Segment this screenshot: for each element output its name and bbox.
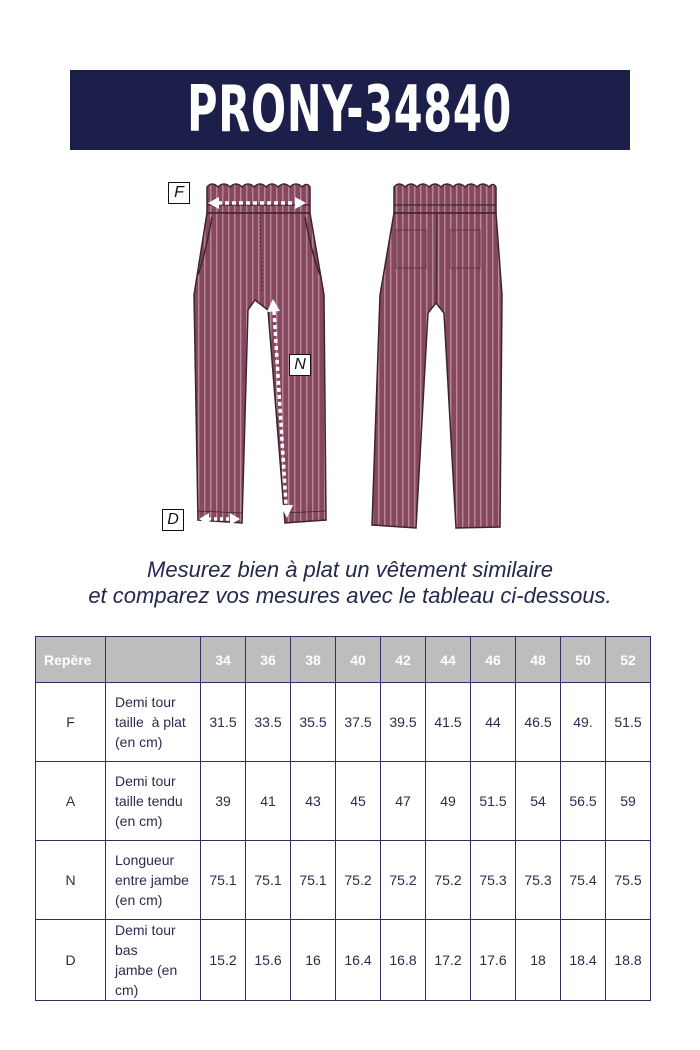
table-row bbox=[36, 920, 651, 1001]
cell-value: 35.5 bbox=[291, 683, 336, 762]
cell-value: 46.5 bbox=[516, 683, 561, 762]
cell-value: 16.4 bbox=[336, 920, 381, 1001]
cell-value: 43 bbox=[291, 762, 336, 841]
row-description bbox=[106, 762, 201, 841]
cell-value: 18.4 bbox=[561, 920, 606, 1001]
row-description bbox=[106, 841, 201, 920]
title-banner bbox=[70, 70, 630, 150]
cell-value: 45 bbox=[336, 762, 381, 841]
cell-value: 51.5 bbox=[606, 683, 651, 762]
cell-value: 75.1 bbox=[291, 841, 336, 920]
cell-value: 49 bbox=[426, 762, 471, 841]
description-line: Demi tour bbox=[115, 773, 176, 789]
description-line: entre jambe bbox=[115, 872, 189, 888]
cell-value: 49. bbox=[561, 683, 606, 762]
row-repere: F bbox=[36, 683, 106, 762]
size-chart-table bbox=[35, 636, 651, 1001]
description-line: cm) bbox=[115, 982, 139, 998]
header-description bbox=[106, 637, 201, 683]
cell-value: 47 bbox=[381, 762, 426, 841]
header-size: 44 bbox=[426, 637, 471, 683]
row-repere: N bbox=[36, 841, 106, 920]
header-size: 50 bbox=[561, 637, 606, 683]
header-size: 36 bbox=[246, 637, 291, 683]
cell-value: 15.2 bbox=[201, 920, 246, 1001]
row-description bbox=[106, 683, 201, 762]
measurement-instructions bbox=[0, 557, 700, 609]
cell-value: 37.5 bbox=[336, 683, 381, 762]
garment-illustration bbox=[150, 175, 550, 545]
cell-value: 17.6 bbox=[471, 920, 516, 1001]
header-size: 38 bbox=[291, 637, 336, 683]
cell-value: 75.4 bbox=[561, 841, 606, 920]
instructions-line-2: et comparez vos mesures avec le tableau ci-dessous. bbox=[88, 583, 612, 608]
header-size: 40 bbox=[336, 637, 381, 683]
table-row bbox=[36, 762, 651, 841]
cell-value: 41 bbox=[246, 762, 291, 841]
description-line: taille à plat bbox=[115, 714, 186, 730]
table-header-row bbox=[36, 637, 651, 683]
cell-value: 51.5 bbox=[471, 762, 516, 841]
cell-value: 39 bbox=[201, 762, 246, 841]
cell-value: 18.8 bbox=[606, 920, 651, 1001]
cell-value: 75.5 bbox=[606, 841, 651, 920]
description-line: (en cm) bbox=[115, 734, 163, 750]
header-size: 48 bbox=[516, 637, 561, 683]
cell-value: 75.2 bbox=[336, 841, 381, 920]
description-line: (en cm) bbox=[115, 813, 163, 829]
marker-n: N bbox=[289, 354, 311, 376]
header-repere: Repère bbox=[36, 637, 106, 683]
description-line: Longueur bbox=[115, 852, 175, 868]
header-size: 52 bbox=[606, 637, 651, 683]
description-line: (en cm) bbox=[115, 892, 163, 908]
cell-value: 75.3 bbox=[516, 841, 561, 920]
cell-value: 31.5 bbox=[201, 683, 246, 762]
table-row bbox=[36, 841, 651, 920]
header-size: 42 bbox=[381, 637, 426, 683]
cell-value: 44 bbox=[471, 683, 516, 762]
cell-value: 75.1 bbox=[246, 841, 291, 920]
header-size: 46 bbox=[471, 637, 516, 683]
cell-value: 33.5 bbox=[246, 683, 291, 762]
cell-value: 75.1 bbox=[201, 841, 246, 920]
cell-value: 54 bbox=[516, 762, 561, 841]
row-description bbox=[106, 920, 201, 1001]
table-row bbox=[36, 683, 651, 762]
description-line: Demi tour bas bbox=[115, 922, 176, 958]
cell-value: 39.5 bbox=[381, 683, 426, 762]
instructions-line-1: Mesurez bien à plat un vêtement similaire bbox=[147, 557, 553, 582]
description-line: Demi tour bbox=[115, 694, 176, 710]
cell-value: 17.2 bbox=[426, 920, 471, 1001]
row-repere: A bbox=[36, 762, 106, 841]
header-size: 34 bbox=[201, 637, 246, 683]
description-line: jambe (en bbox=[115, 962, 178, 978]
cell-value: 41.5 bbox=[426, 683, 471, 762]
cell-value: 75.2 bbox=[381, 841, 426, 920]
page-title: PRONY-34840 bbox=[187, 73, 513, 147]
cell-value: 56.5 bbox=[561, 762, 606, 841]
cell-value: 18 bbox=[516, 920, 561, 1001]
pants-back-icon bbox=[372, 184, 502, 528]
cell-value: 15.6 bbox=[246, 920, 291, 1001]
marker-f: F bbox=[168, 182, 190, 204]
description-line: taille tendu bbox=[115, 793, 183, 809]
cell-value: 75.3 bbox=[471, 841, 516, 920]
marker-d: D bbox=[162, 509, 184, 531]
cell-value: 16.8 bbox=[381, 920, 426, 1001]
cell-value: 75.2 bbox=[426, 841, 471, 920]
row-repere: D bbox=[36, 920, 106, 1001]
pants-illustration-icon bbox=[150, 175, 550, 545]
cell-value: 59 bbox=[606, 762, 651, 841]
cell-value: 16 bbox=[291, 920, 336, 1001]
